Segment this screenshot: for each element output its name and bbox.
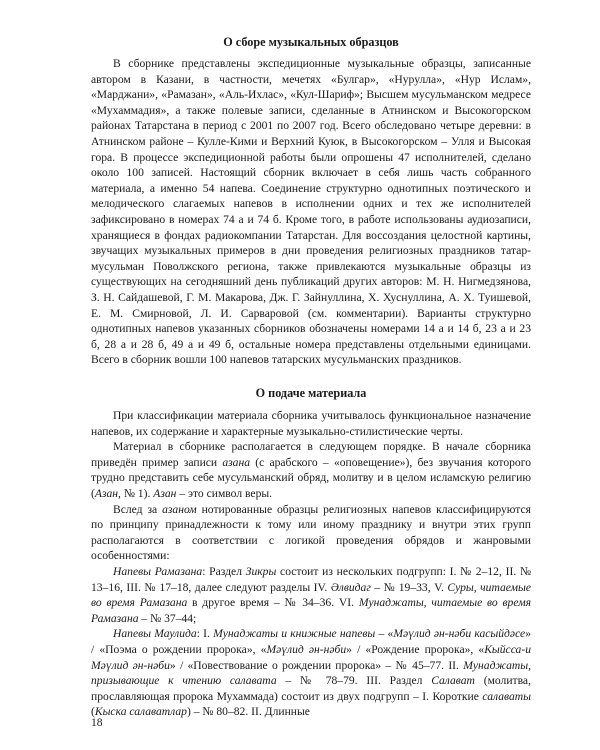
paragraph: Материал в сборнике располагается в следующем порядке. В начале сборника приведён пример записи азана (с арабского – «оповещение»), без звучания которого трудно представить себе мусульманский обряд, молитву и в целом исламскую религию (Азан, № 1). Азан – это символ веры.	[91, 440, 531, 500]
paragraph: Вслед за азаном нотированные образцы религиозных напевов классифицируются по принципу принадлежности к тому или иному празднику и внутри этих групп располагаются в соответствии с логикой проведения обрядов и жанровыми особенностями:	[91, 502, 531, 563]
paragraph: При классификации материала сборника учитывалось функциональное назначение напевов, их содержание и характерные музыкально-стилистические черты.	[91, 409, 531, 438]
paragraph: В сборнике представлены экспедиционные музыкальные образцы, записанные автором в Казани, в частности, мечетях «Булгар», «Нурулла», «Нур Ислам», «Марджани», «Рамазан», «Аль-Ихлас», «Кул-Шариф»; Высшем мусульманском медресе «Мухаммадия», а также полевые записи, сделанные в Атнинском и Высокогорском районах Татарстана в период с 2001 по 2007 год. Всего обследовано четыре деревни: в Атнинском районе – Кулле-Кими и Верхний Куюк, в Высокогорском – Улля и Высокая гора. В процессе экспедиционной работы были опрошены 47 исполнителей, сделано около 100 записей. Настоящий сборник включает в себя лишь часть собранного материала, а именно 54 напева. Соединение структурно однотипных поэтического и мелодического слагаемых напевов в исполнении одних и тех же исполнителей зафиксировано в номерах 74 а и 74 б. Кроме того, в работе использованы аудиозаписи, хранящиеся в фондах радиокомпании Татарстан. Для воссоздания целостной картины, звучащих музыкальных примеров в дни проведения религиозных праздников татар-мусульман Поволжского региона, также привлекаются музыкальные образцы из существующих на сегодняшний день публикаций других авторов: М. Н. Нигмедзянова, З. Н. Сайдашевой, Г. М. Макарова, Дж. Г. Зайнуллина, Х. Хуснуллина, А. Х. Туишевой, Е. М. Смирновой, Л. И. Сарваровой (см. комментарии). Варианты структурно однотипных напевов указанных сборников обозначены номерами 14 а и 14 б, 23 а и 23 б, 28 а и 28 б, 49 а и 49 б, остальные номера представлены отдельными единицами. Всего в сборник вошли 100 напевов татарских мусульманских праздников.	[91, 57, 531, 367]
section-title-presentation: О подаче материала	[255, 386, 367, 400]
section-presentation-body	[91, 408, 531, 720]
section-title-collection: О сборе музыкальных образцов	[223, 35, 399, 49]
section-collection-body	[91, 56, 531, 368]
paragraph: Напевы Рамазана: Раздел Зикры состоит из нескольких подгрупп: I. № 2–12, II. № 13–16, III. № 17–18, далее следуют разделы IV. Әлвидаг – № 19–33, V. Суры, читаемые во время Рамазана в другое время – № 34–36. VI. Мунаджаты, читаемые во время Рамазана – № 37–44;	[91, 564, 532, 625]
page-number: 18	[91, 716, 103, 729]
paragraph: Напевы Маулида: I. Мунаджаты и книжные напевы – «Мәүлид ән-нәби касыйдәсе» / «Поэма о рождении пророка», «Мәүлид ән-нәби» / «Рождение пророка», «Кыйсса-и Мәүлид ән-нәби» / «Повествование о рождении пророка» – № 45–77. II. Мунаджаты, призывающие к чтению салавата – № 78–79. III. Раздел Салават (молитва, прославляющая пророка Мухаммада) состоит из двух подгрупп – I. Короткие салаваты (Кыска салаватлар) – № 80–82. II. Длинные	[91, 627, 532, 719]
